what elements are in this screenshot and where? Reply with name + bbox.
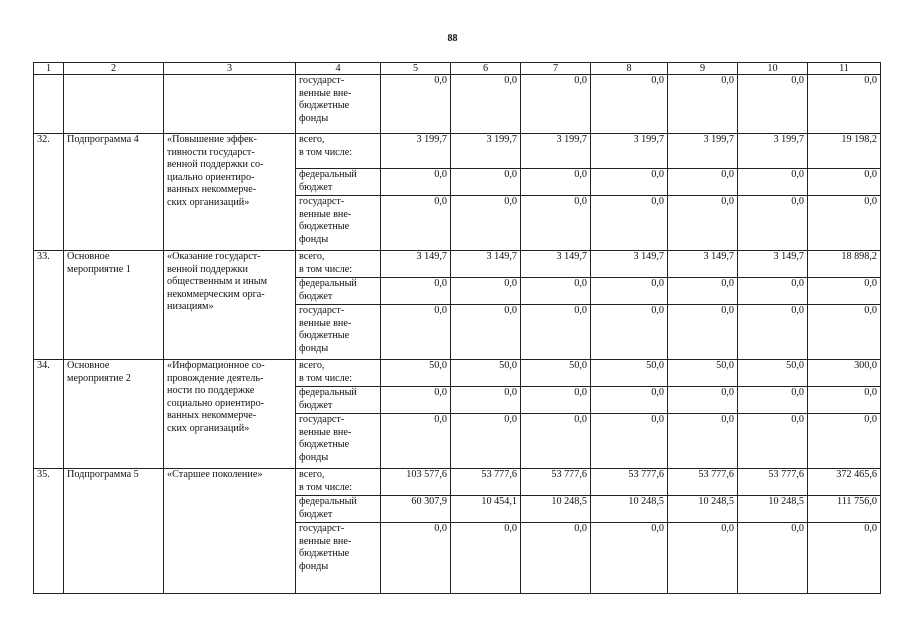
row-number <box>34 75 64 134</box>
amount-cell: 0,0 <box>521 523 591 594</box>
amount-cell: 10 248,5 <box>738 496 808 523</box>
amount-cell: 0,0 <box>808 305 881 360</box>
amount-cell: 10 248,5 <box>521 496 591 523</box>
amount-cell: 3 199,7 <box>738 134 808 169</box>
amount-cell: 50,0 <box>451 360 521 387</box>
program-title: «Информационное со- провождение деятель- ности по поддержке социально ориентиро- ванных некоммерче- ских организаций» <box>164 360 296 469</box>
program-title <box>164 75 296 134</box>
amount-cell: 0,0 <box>381 414 451 469</box>
row-number: 33. <box>34 251 64 360</box>
amount-cell: 0,0 <box>738 414 808 469</box>
funding-source: государст- венные вне- бюджетные фонды <box>296 414 381 469</box>
amount-cell: 3 149,7 <box>591 251 668 278</box>
page-number: 88 <box>447 33 458 44</box>
table-row <box>34 75 881 134</box>
amount-cell: 0,0 <box>738 169 808 196</box>
amount-cell: 0,0 <box>738 523 808 594</box>
amount-cell: 10 248,5 <box>668 496 738 523</box>
funding-source: государст- венные вне- бюджетные фонды <box>296 196 381 251</box>
amount-cell: 3 199,7 <box>591 134 668 169</box>
amount-cell: 0,0 <box>521 414 591 469</box>
amount-cell: 3 199,7 <box>521 134 591 169</box>
funding-source: федеральный бюджет <box>296 278 381 305</box>
funding-source: федеральный бюджет <box>296 387 381 414</box>
amount-cell: 3 199,7 <box>451 134 521 169</box>
amount-cell: 0,0 <box>591 169 668 196</box>
column-header: 2 <box>64 63 164 75</box>
amount-cell: 0,0 <box>521 169 591 196</box>
column-header: 4 <box>296 63 381 75</box>
row-number: 34. <box>34 360 64 469</box>
amount-cell: 53 777,6 <box>521 469 591 496</box>
amount-cell: 50,0 <box>381 360 451 387</box>
program-name <box>64 75 164 134</box>
amount-cell: 0,0 <box>521 196 591 251</box>
amount-cell: 3 149,7 <box>521 251 591 278</box>
amount-cell: 0,0 <box>738 387 808 414</box>
amount-cell: 3 149,7 <box>451 251 521 278</box>
amount-cell: 0,0 <box>381 196 451 251</box>
table-row <box>34 134 881 169</box>
amount-cell: 0,0 <box>591 278 668 305</box>
amount-cell: 0,0 <box>381 75 451 134</box>
amount-cell: 0,0 <box>451 387 521 414</box>
column-header: 10 <box>738 63 808 75</box>
amount-cell: 111 756,0 <box>808 496 881 523</box>
amount-cell: 0,0 <box>668 196 738 251</box>
amount-cell: 372 465,6 <box>808 469 881 496</box>
table-row <box>34 360 881 387</box>
program-name: Основное мероприятие 1 <box>64 251 164 360</box>
amount-cell: 0,0 <box>451 278 521 305</box>
amount-cell: 0,0 <box>381 523 451 594</box>
amount-cell: 53 777,6 <box>451 469 521 496</box>
column-header: 6 <box>451 63 521 75</box>
amount-cell: 3 149,7 <box>668 251 738 278</box>
amount-cell: 60 307,9 <box>381 496 451 523</box>
amount-cell: 0,0 <box>738 305 808 360</box>
amount-cell: 0,0 <box>451 169 521 196</box>
amount-cell: 0,0 <box>451 305 521 360</box>
funding-source: всего, в том числе: <box>296 134 381 169</box>
amount-cell: 0,0 <box>521 387 591 414</box>
column-header: 9 <box>668 63 738 75</box>
amount-cell: 0,0 <box>668 523 738 594</box>
column-header: 7 <box>521 63 591 75</box>
amount-cell: 50,0 <box>591 360 668 387</box>
amount-cell: 0,0 <box>668 414 738 469</box>
funding-source: всего, в том числе: <box>296 251 381 278</box>
program-title: «Оказание государст- венной поддержки общественным и иным некоммерческим орга- низациям» <box>164 251 296 360</box>
amount-cell: 0,0 <box>591 305 668 360</box>
amount-cell: 53 777,6 <box>591 469 668 496</box>
funding-source: государст- венные вне- бюджетные фонды <box>296 305 381 360</box>
amount-cell: 3 199,7 <box>381 134 451 169</box>
funding-source: всего, в том числе: <box>296 469 381 496</box>
amount-cell: 0,0 <box>451 75 521 134</box>
amount-cell: 0,0 <box>451 523 521 594</box>
amount-cell: 0,0 <box>668 305 738 360</box>
amount-cell: 0,0 <box>381 387 451 414</box>
amount-cell: 0,0 <box>808 196 881 251</box>
amount-cell: 0,0 <box>668 278 738 305</box>
funding-source: федеральный бюджет <box>296 169 381 196</box>
amount-cell: 0,0 <box>808 75 881 134</box>
amount-cell: 0,0 <box>381 278 451 305</box>
column-header: 1 <box>34 63 64 75</box>
amount-cell: 0,0 <box>591 75 668 134</box>
amount-cell: 0,0 <box>381 305 451 360</box>
amount-cell: 50,0 <box>738 360 808 387</box>
amount-cell: 0,0 <box>808 414 881 469</box>
amount-cell: 3 199,7 <box>668 134 738 169</box>
amount-cell: 10 454,1 <box>451 496 521 523</box>
amount-cell: 0,0 <box>521 278 591 305</box>
table-row <box>34 469 881 496</box>
amount-cell: 0,0 <box>668 169 738 196</box>
program-title: «Старшее поколение» <box>164 469 296 594</box>
program-title: «Повышение эффек- тивности государст- венной поддержки со- циально ориентиро- ванных некоммерче- ских организаций» <box>164 134 296 251</box>
column-header: 5 <box>381 63 451 75</box>
amount-cell: 0,0 <box>738 196 808 251</box>
amount-cell: 0,0 <box>808 278 881 305</box>
amount-cell: 53 777,6 <box>738 469 808 496</box>
table-header-row <box>34 63 881 75</box>
amount-cell: 0,0 <box>521 305 591 360</box>
amount-cell: 10 248,5 <box>591 496 668 523</box>
amount-cell: 0,0 <box>591 387 668 414</box>
amount-cell: 0,0 <box>381 169 451 196</box>
funding-source: всего, в том числе: <box>296 360 381 387</box>
amount-cell: 0,0 <box>668 387 738 414</box>
amount-cell: 0,0 <box>808 387 881 414</box>
amount-cell: 0,0 <box>451 414 521 469</box>
amount-cell: 0,0 <box>738 75 808 134</box>
funding-source: государст- венные вне- бюджетные фонды <box>296 75 381 134</box>
program-name: Подпрограмма 4 <box>64 134 164 251</box>
amount-cell: 0,0 <box>808 523 881 594</box>
column-header: 8 <box>591 63 668 75</box>
amount-cell: 18 898,2 <box>808 251 881 278</box>
amount-cell: 0,0 <box>521 75 591 134</box>
amount-cell: 103 577,6 <box>381 469 451 496</box>
amount-cell: 0,0 <box>668 75 738 134</box>
amount-cell: 3 149,7 <box>381 251 451 278</box>
column-header: 11 <box>808 63 881 75</box>
program-name: Основное мероприятие 2 <box>64 360 164 469</box>
amount-cell: 0,0 <box>451 196 521 251</box>
funding-source: федеральный бюджет <box>296 496 381 523</box>
amount-cell: 0,0 <box>591 196 668 251</box>
amount-cell: 50,0 <box>521 360 591 387</box>
budget-table <box>33 62 881 594</box>
amount-cell: 300,0 <box>808 360 881 387</box>
amount-cell: 0,0 <box>808 169 881 196</box>
amount-cell: 0,0 <box>591 414 668 469</box>
column-header: 3 <box>164 63 296 75</box>
amount-cell: 3 149,7 <box>738 251 808 278</box>
amount-cell: 53 777,6 <box>668 469 738 496</box>
amount-cell: 0,0 <box>738 278 808 305</box>
amount-cell: 0,0 <box>591 523 668 594</box>
funding-source: государст- венные вне- бюджетные фонды <box>296 523 381 594</box>
row-number: 35. <box>34 469 64 594</box>
amount-cell: 19 198,2 <box>808 134 881 169</box>
program-name: Подпрограмма 5 <box>64 469 164 594</box>
table-row <box>34 251 881 278</box>
amount-cell: 50,0 <box>668 360 738 387</box>
row-number: 32. <box>34 134 64 251</box>
